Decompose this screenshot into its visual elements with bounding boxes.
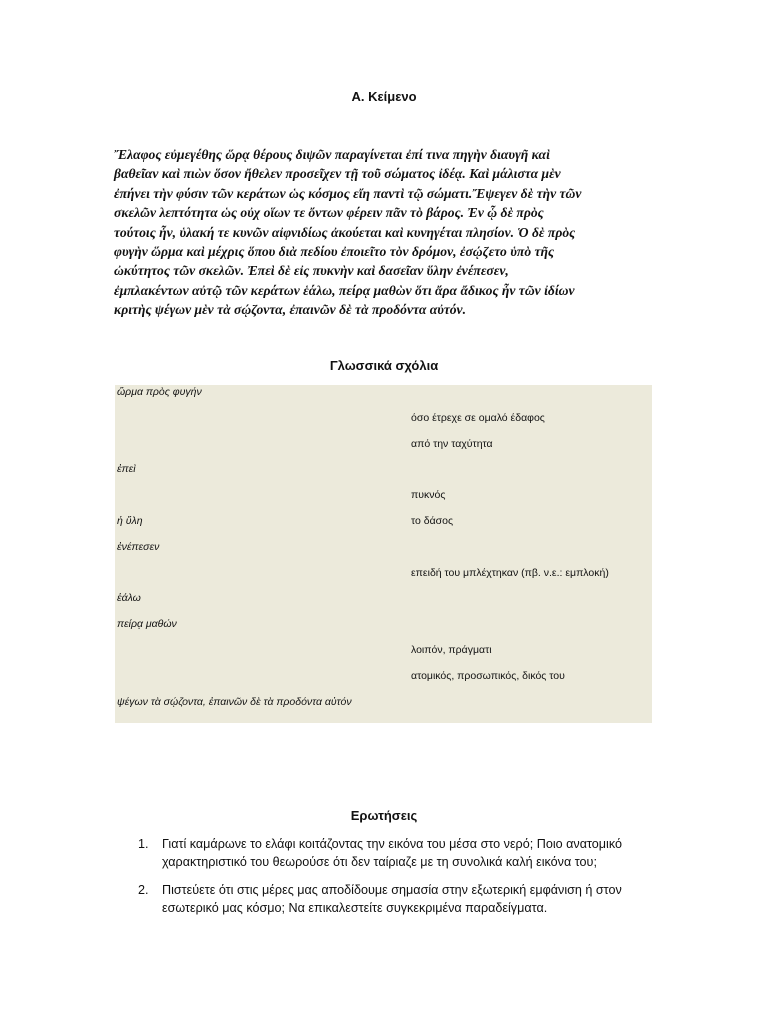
table-row (115, 411, 652, 437)
question-text: Γιατί καμάρωνε το ελάφι κοιτάζοντας την εικόνα του μέσα στο νερό; Ποιο ανατομικό χαρακτηριστικό του θεωρούσε ότι δεν ταίριαζε με τη συνολικά καλή εικόνα του; (162, 837, 622, 869)
note-gloss: όσο έτρεχε σε ομαλό έδαφος (411, 411, 545, 424)
table-row (115, 385, 652, 411)
passage-line: ἐμπλακέντων αὐτῷ τῶν κεράτων ἑάλω, πείρᾳ μαθὼν ὅτι ἄρα ἄδικος ἦν τῶν ἰδίων (114, 282, 575, 298)
text-heading: Α. Κείμενο (351, 89, 417, 104)
table-row (115, 695, 652, 721)
glossary-table (115, 385, 652, 723)
table-row (115, 514, 652, 540)
table-row (115, 566, 652, 592)
passage-line: Ἔλαφος εὐμεγέθης ὥρᾳ θέρους διψῶν παραγίνεται ἐπί τινα πηγὴν διαυγῆ καὶ (114, 147, 550, 162)
note-gloss: λοιπόν, πράγματι (411, 643, 492, 656)
note-term: ἡ ὕλη (117, 514, 143, 527)
note-gloss: επειδή του μπλέχτηκαν (πβ. ν.ε.: εμπλοκή) (411, 566, 609, 579)
list-item (138, 881, 658, 917)
note-term: πείρᾳ μαθών (117, 618, 177, 631)
list-item (138, 835, 658, 871)
table-row (115, 669, 652, 695)
passage-line: ὠκύτητος τῶν σκελῶν. Ἐπεὶ δὲ εἰς πυκνὴν καὶ δασεῖαν ὕλην ἐνέπεσεν, (114, 263, 509, 279)
question-text: Πιστεύετε ότι στις μέρες μας αποδίδουμε σημασία στην εξωτερική εμφάνιση ή στον εσωτερικό μας κόσμο; Να επικαλεστείτε συγκεκριμένα παραδείγματα. (162, 883, 622, 915)
question-number: 2. (138, 883, 149, 897)
note-gloss: ατομικός, προσωπικός, δικός του (411, 669, 565, 682)
table-row (115, 643, 652, 669)
note-gloss: από την ταχύτητα (411, 437, 493, 450)
note-term: ἐνέπεσεν (117, 540, 160, 553)
table-row (115, 617, 652, 643)
table-row (115, 488, 652, 514)
notes-heading: Γλωσσικά σχόλια (329, 358, 439, 373)
table-row (115, 540, 652, 566)
question-number: 1. (138, 837, 149, 851)
passage-line: σκελῶν λεπτότητα ὡς οὐχ οἵων τε ὄντων φέρειν πᾶν τὸ βάρος. Ἐν ᾧ δὲ πρὸς (114, 205, 544, 221)
note-gloss: πυκνός (411, 489, 446, 502)
passage-line: τούτοις ἦν, ὑλακή τε κυνῶν αἰφνιδίως ἀκούεται καὶ κυνηγέται πλησίον. Ὁ δὲ πρὸς (114, 224, 576, 240)
table-row (115, 462, 652, 488)
note-term: ὥρμα πρὸς φυγήν (117, 386, 202, 398)
greek-passage (114, 145, 659, 320)
note-term: ψέγων τὰ σῴζοντα, ἐπαινῶν δὲ τὰ προδόντα αὐτόν (117, 695, 352, 708)
table-row (115, 591, 652, 617)
table-row (115, 437, 652, 463)
passage-line: ἐπήνει τὴν φύσιν τῶν κεράτων ὡς κόσμος εἴη παντὶ τῷ σώματι.Ἔψεγεν δὲ τὴν τῶν (114, 185, 582, 201)
passage-line: κριτὴς ψέγων μὲν τὰ σῴζοντα, ἐπαινῶν δὲ τὰ προδόντα αὐτόν. (114, 302, 466, 318)
note-term: ἑάλω (117, 592, 141, 605)
questions-list (138, 835, 658, 927)
questions-heading: Ερωτήσεις (350, 808, 418, 823)
passage-line: φυγὴν ὥρμα καὶ μέχρις ὅπου διὰ πεδίου ἐποιεῖτο τὸν δρόμον, ἐσῴζετο ὑπὸ τῆς (114, 244, 555, 260)
note-gloss: το δάσος (411, 514, 454, 527)
passage-line: βαθεῖαν καὶ πιὼν ὅσον ἤθελεν προσεῖχεν τῇ τοῦ σώματος ἰδέᾳ. Καὶ μάλιστα μὲν (114, 166, 561, 182)
note-term: ἐπεὶ (117, 463, 136, 476)
